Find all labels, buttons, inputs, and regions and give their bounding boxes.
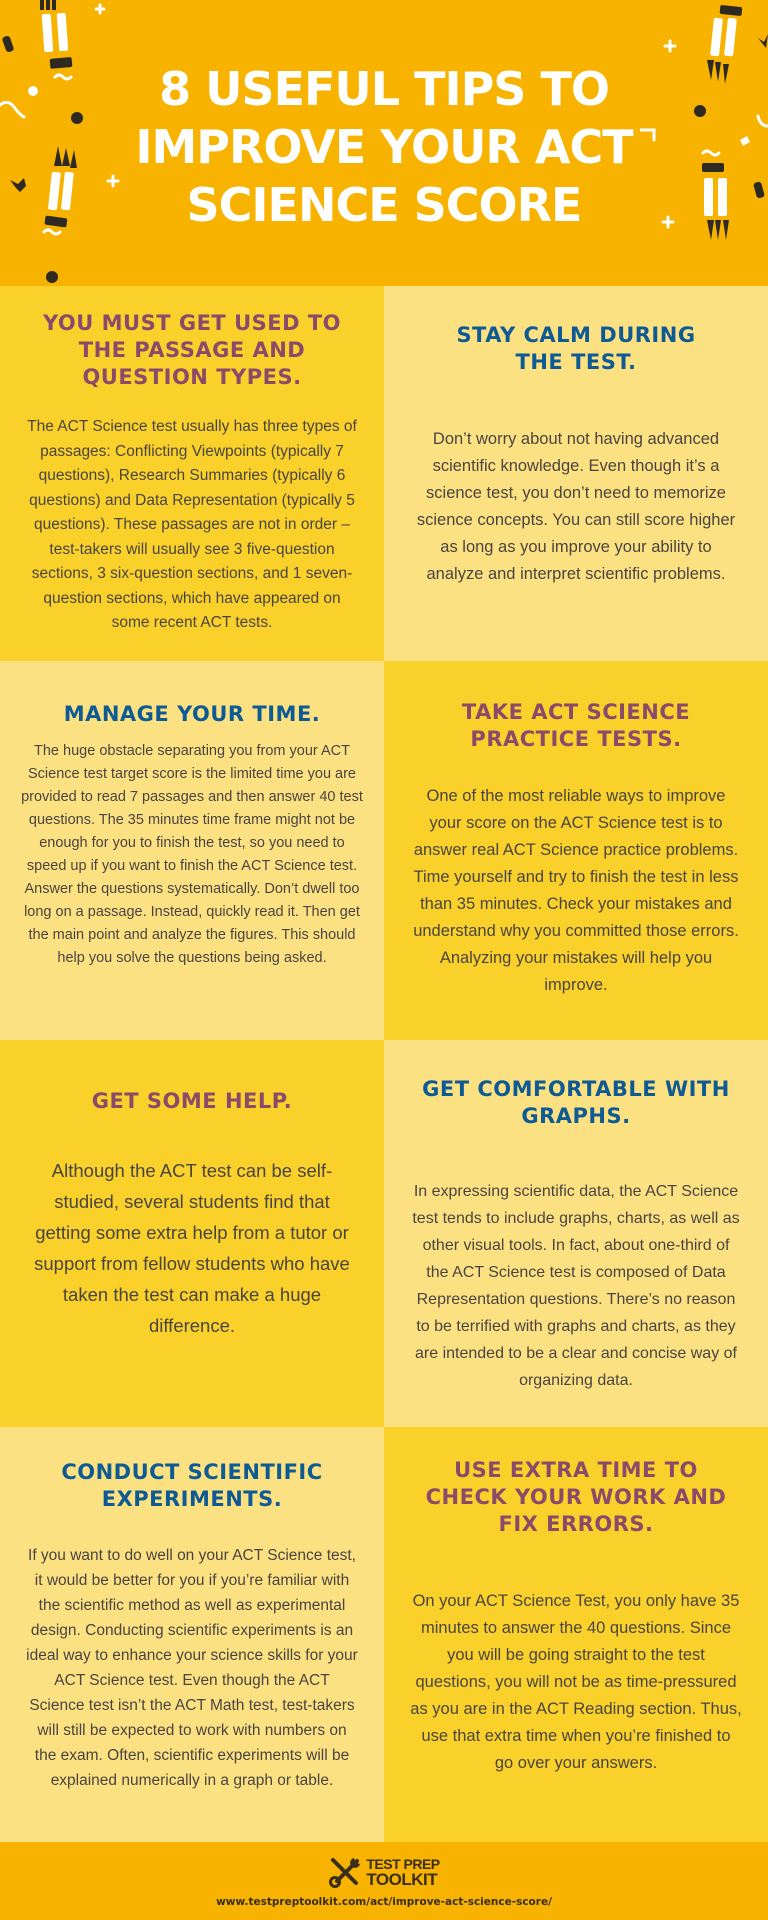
wrench-screwdriver-icon xyxy=(328,1856,362,1888)
tip-card-experiments xyxy=(0,1427,384,1842)
tip-heading: MANAGE YOUR TIME. xyxy=(63,702,321,726)
tips-row-1 xyxy=(0,286,768,661)
tips-grid xyxy=(0,286,768,1842)
tip-card-manage-time xyxy=(0,661,384,1040)
tips-row-3 xyxy=(0,1040,768,1427)
tip-card-graphs xyxy=(384,1040,768,1427)
logo-text xyxy=(366,1857,439,1887)
title-line-3: SCIENCE SCORE xyxy=(186,178,582,232)
tip-body: The ACT Science test usually has three types of passages: Conflicting Viewpoints (typically 7 questions), Research Summaries (typically 6 questions) and Data Representation (typically 5 questions). These passages are not in order – test-takers will usually see 3 five-question sections, 3 six-question sections, and 1 seven-question sections, which have appeared on some recent ACT tests. xyxy=(27,418,357,631)
tip-card-check-work xyxy=(384,1427,768,1842)
tip-card-practice-tests xyxy=(384,661,768,1040)
tip-body: In expressing scientific data, the ACT Science test tends to include graphs, charts, as well as other visual tools. In fact, about one-third of the ACT Science test is composed of Data Representation questions. There’s no reason to be terrified with graphs and charts, as they are intended to be a clear and concise way of organizing data. xyxy=(412,1183,740,1389)
brand-logo[interactable] xyxy=(328,1856,439,1888)
tip-body: The huge obstacle separating you from your ACT Science test target score is the limited time you are provided to read 7 passages and then answer 40 test questions. The 35 minutes time frame might not be enough for you to finish the test, so you need to speed up if you want to finish the ACT Science test. Answer the questions systematically. Don’t dwell too long on a passage. Instead, quickly read it. Then get the main point and analyze the figures. This should help you solve the questions being asked. xyxy=(21,743,363,966)
page-title xyxy=(0,60,768,234)
tip-body: Don’t worry about not having advanced scientific knowledge. Even though it’s a science test, you don’t need to memorize science concepts. You can still score higher as long as you improve your ability to analyze and interpret scientific problems. xyxy=(416,430,736,583)
tip-body: On your ACT Science Test, you only have 35 minutes to answer the 40 questions. Since you will be going straight to the test questions, you will not be as time-pressured as you are in the ACT Reading section. Thus, use that extra time when you’re finished to go over your answers. xyxy=(410,1592,742,1772)
tip-card-stay-calm xyxy=(384,286,768,661)
tip-body: Although the ACT test can be self-studied, several students find that getting some extra help from a tutor or support from fellow students who have taken the test can make a huge difference. xyxy=(34,1160,350,1336)
tip-heading: GET SOME HELP. xyxy=(91,1089,293,1113)
tip-heading: USE EXTRA TIME TO CHECK YOUR WORK AND FIX ERRORS. xyxy=(425,1458,727,1536)
tip-body: One of the most reliable ways to improve your score on the ACT Science test is to answer real ACT Science practice problems. Time yourself and try to finish the test in less than 35 minutes. Check your mistakes and understand why you committed those errors. Analyzing your mistakes will help you improve. xyxy=(413,787,739,994)
tip-card-passage-types xyxy=(0,286,384,661)
tip-heading: YOU MUST GET USED TO THE PASSAGE AND QUESTION TYPES. xyxy=(42,311,342,389)
tip-body: If you want to do well on your ACT Science test, it would be better for you if you’re familiar with the scientific method as well as experimental design. Conducting scientific experiments is an ideal way to enhance your science skills for your ACT Science test. Even though the ACT Science test isn’t the ACT Math test, test-takers will still be expected to work with numbers on the exam. Often, scientific experiments will be explained numerically in a graph or table. xyxy=(26,1547,358,1789)
tip-heading: GET COMFORTABLE WITH GRAPHS. xyxy=(422,1077,730,1128)
tip-card-get-help xyxy=(0,1040,384,1427)
tip-heading: CONDUCT SCIENTIFIC EXPERIMENTS. xyxy=(61,1460,323,1511)
title-line-2: IMPROVE YOUR ACT xyxy=(135,120,633,174)
header-banner xyxy=(0,0,768,286)
tips-row-4 xyxy=(0,1427,768,1842)
logo-line-1: TEST PREP xyxy=(366,1856,440,1872)
tips-row-2 xyxy=(0,661,768,1040)
title-line-1: 8 USEFUL TIPS TO xyxy=(159,62,609,116)
logo-line-2: TOOLKIT xyxy=(366,1870,438,1889)
tip-heading: STAY CALM DURING THE TEST. xyxy=(456,323,696,374)
footer xyxy=(0,1842,768,1920)
tip-heading: TAKE ACT SCIENCE PRACTICE TESTS. xyxy=(461,700,691,751)
source-url-link[interactable]: www.testpreptoolkit.com/act/improve-act-science-score/ xyxy=(216,1896,552,1908)
